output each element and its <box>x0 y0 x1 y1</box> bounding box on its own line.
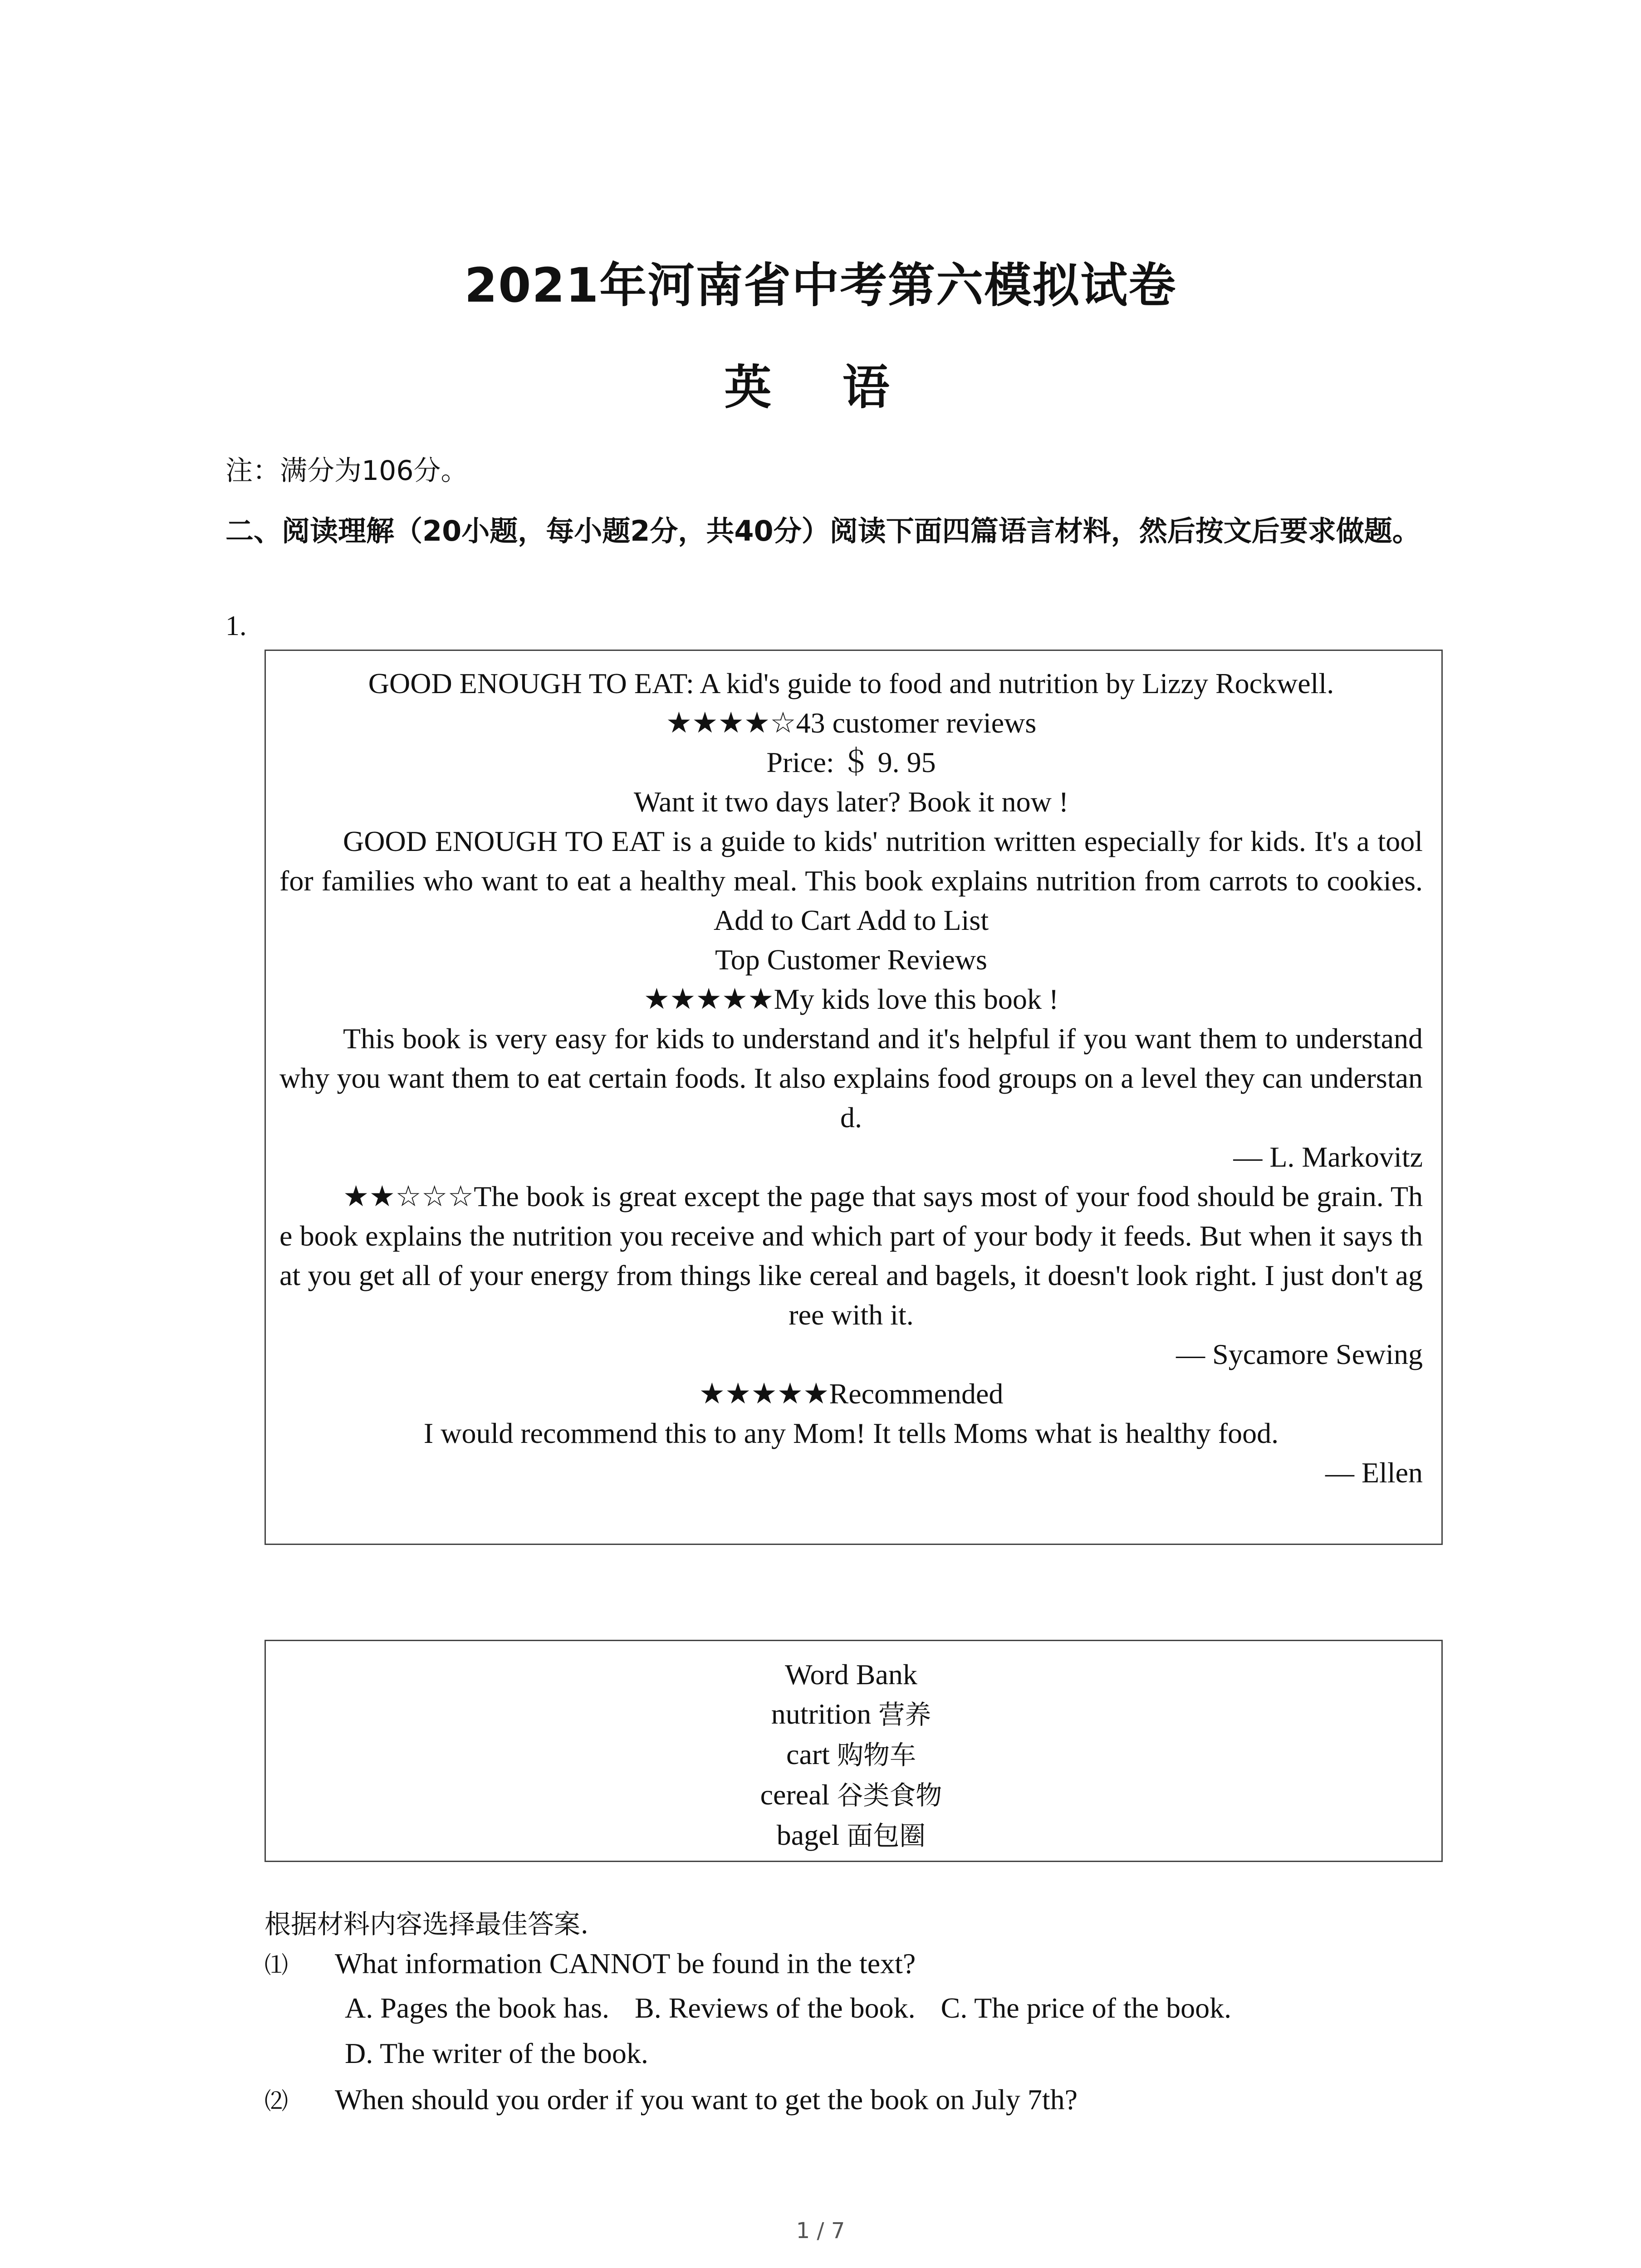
price-line: Price: ＄ 9. 95 <box>766 746 936 778</box>
word-bank-heading: Word Bank <box>785 1658 917 1691</box>
review-author: — L. Markovitz <box>1233 1141 1423 1173</box>
word-bank-box <box>265 1640 1443 1862</box>
reviews-heading: Top Customer Reviews <box>715 943 987 976</box>
options-row <box>345 2037 666 2070</box>
word-bank-item <box>279 1775 1423 1815</box>
word-bank-item <box>279 1735 1423 1775</box>
option-b[interactable]: B. Reviews of the book. <box>635 1992 916 2024</box>
question-number: 1. <box>225 611 247 641</box>
review-body-text: The book explains the nutrition you receive and which part of your body it feeds. But when it says that you get all of your energy from things like cereal and bagels, it doesn't look right. I just don't agree with it. <box>279 1180 1423 1331</box>
exam-title: 2021年河南省中考第六模拟试卷 <box>464 258 1177 313</box>
word-bank-content <box>279 1655 1423 1856</box>
option-a[interactable]: A. Pages the book has. <box>345 1992 610 2024</box>
word: bagel <box>776 1819 840 1851</box>
option-d[interactable]: D. The writer of the book. <box>345 2037 648 2069</box>
question-2 <box>265 2082 1078 2116</box>
book-description: GOOD ENOUGH TO EAT is a guide to kids' nutrition written especially for kids. It's a tool for families who want to eat a healthy meal. This book explains nutrition from carrots to cookies. Add to Cart Add to List <box>279 825 1423 936</box>
review-author: — Sycamore Sewing <box>1176 1338 1423 1370</box>
passage-content <box>279 664 1423 1492</box>
rating-line: ★★★★☆43 customer reviews <box>666 707 1037 739</box>
subject-title: 英 语 <box>724 360 917 415</box>
question-number: ⑵ <box>265 2088 289 2115</box>
review-headline: ★★☆☆☆The book is great except the page that says most of your food should be grain. <box>343 1180 1384 1212</box>
word: cart <box>786 1738 830 1770</box>
review-headline: ★★★★★Recommended <box>699 1378 1004 1410</box>
instruction: 根据材料内容选择最佳答案. <box>265 1909 589 1940</box>
score-note: 注：满分为106分。 <box>225 455 468 487</box>
option-c[interactable]: C. The price of the book. <box>941 1992 1232 2024</box>
word-meaning: 营养 <box>878 1699 931 1730</box>
section-heading: 二、阅读理解（20小题，每小题2分，共40分）阅读下面四篇语言材料，然后按文后要求做题。 <box>225 514 1421 547</box>
review-headline: ★★★★★My kids love this book ! <box>643 983 1059 1015</box>
word-meaning: 购物车 <box>837 1740 916 1770</box>
word: nutrition <box>771 1698 872 1730</box>
review-body: I would recommend this to any Mom! It tells Moms what is healthy food. <box>423 1417 1279 1449</box>
word-meaning: 面包圈 <box>847 1820 926 1851</box>
word-bank-item <box>279 1694 1423 1735</box>
review-body <box>279 1177 1423 1334</box>
review-body: This book is very easy for kids to understand and it's helpful if you want them to understand why you want them to eat certain foods. It also explains food groups on a level they can understand. <box>279 1022 1423 1134</box>
options-row <box>345 1991 1249 2025</box>
word-bank-item <box>279 1815 1423 1856</box>
order-line: Want it two days later? Book it now ! <box>633 786 1069 818</box>
word: cereal <box>760 1779 830 1811</box>
review-author: — Ellen <box>1325 1457 1423 1489</box>
question-text: What information CANNOT be found in the text? <box>335 1947 916 1980</box>
passage-box <box>265 650 1443 1545</box>
question-text: When should you order if you want to get the book on July 7th? <box>335 2083 1078 2116</box>
question-number: ⑴ <box>265 1952 289 1979</box>
question-1 <box>265 1946 916 1980</box>
word-meaning: 谷类食物 <box>837 1780 942 1811</box>
book-title-line: GOOD ENOUGH TO EAT: A kid's guide to food and nutrition by Lizzy Rockwell. <box>368 667 1334 699</box>
page-number: 1 / 7 <box>796 2218 845 2244</box>
